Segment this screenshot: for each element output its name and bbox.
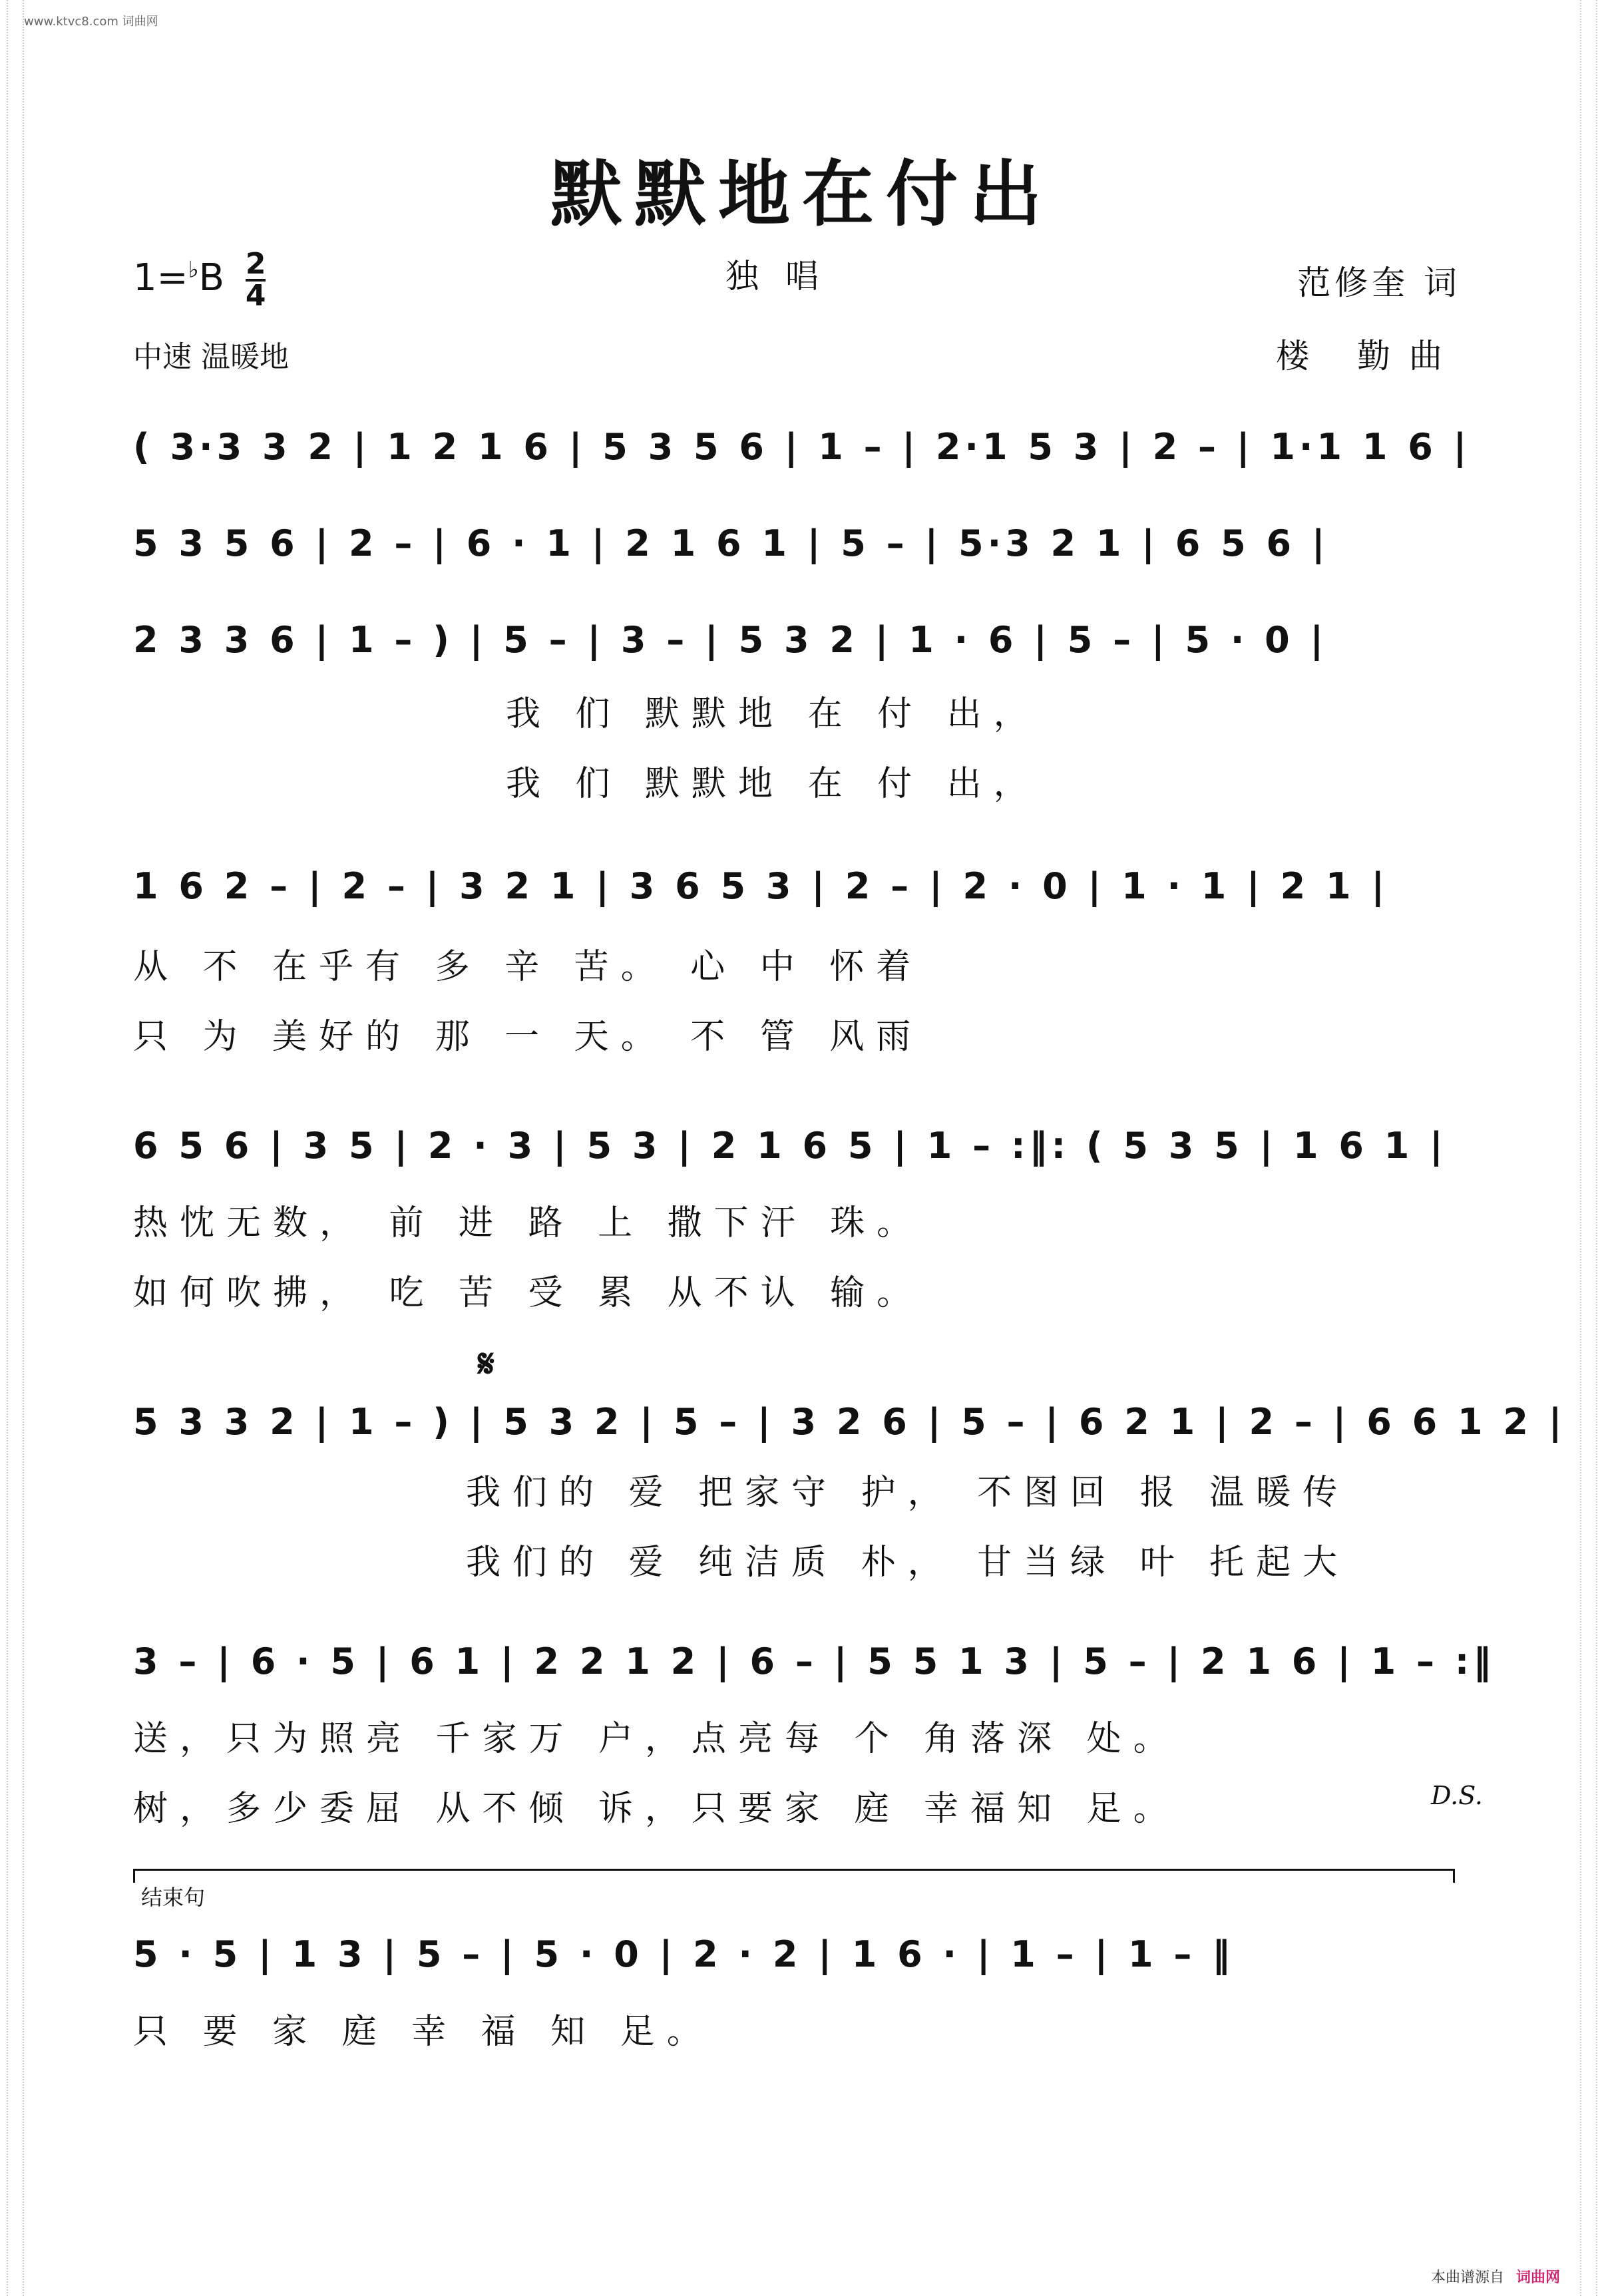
lyric-row-3-verse-1: 我 们 默默地 在 付 出， — [506, 694, 1040, 734]
lyric-row-6-verse-2: 我们的 爱 纯洁质 朴， 甘当绿 叶 托起大 — [466, 1543, 1350, 1583]
lyric-row-5-verse-2: 如何吹拂， 吃 苦 受 累 从不认 输。 — [133, 1273, 924, 1313]
lyric-row-4-verse-1: 从 不 在乎有 多 辛 苦。 心 中 怀着 — [133, 947, 923, 987]
segno-sign: 𝄋 — [478, 1341, 495, 1386]
lyric-row-7-verse-2: 树，多少委屈 从不倾 诉，只要家 庭 幸福知 足。 — [133, 1789, 1180, 1829]
key-letter: B — [198, 256, 225, 300]
lyric-row-3-verse-2: 我 们 默默地 在 付 出， — [506, 764, 1040, 804]
ending-label: 结束句 — [141, 1885, 206, 1910]
lyric-row-ending: 只 要 家 庭 幸 福 知 足。 — [133, 2012, 713, 2052]
genre-label: 独唱 — [725, 257, 845, 295]
notation-row-ending: 5 · 5 | 1 3 | 5 – | 5 · 0 | 2 · 2 | 1 6 · | 1 – | 1 – ‖ — [133, 1933, 1235, 1975]
time-signature — [245, 247, 266, 313]
footer-credit — [1431, 2266, 1560, 2287]
lyric-row-5-verse-1: 热忱无数， 前 进 路 上 撒下汗 珠。 — [133, 1203, 924, 1243]
dal-segno-mark: D.S. — [1431, 1781, 1483, 1810]
time-bottom: 4 — [245, 279, 266, 313]
notation-row-7: 3 – | 6 · 5 | 6 1 | 2 2 1 2 | 6 – | 5 5 1 3 | 5 – | 2 1 6 | 1 – :‖ — [133, 1640, 1496, 1682]
notation-row-2: 5 3 5 6 | 2 – | 6 · 1 | 2 1 6 1 | 5 – | 5·3 2 1 | 6 5 6 | — [133, 522, 1329, 564]
flat-sign: ♭ — [188, 256, 199, 284]
lyricist-credit: 范修奎 词 — [1297, 264, 1461, 302]
key-signature — [133, 247, 266, 313]
notation-row-3: 2 3 3 6 | 1 – ) | 5 – | 3 – | 5 3 2 | 1 · 6 | 5 – | 5 · 0 | — [133, 619, 1328, 661]
footer-brand-link[interactable]: 词曲网 — [1516, 2269, 1561, 2286]
time-top: 2 — [245, 247, 266, 281]
notation-row-5: 6 5 6 | 3 5 | 2 · 3 | 5 3 | 2 1 6 5 | 1 – :‖: ( 5 3 5 | 1 6 1 | — [133, 1125, 1447, 1167]
notation-row-6: 5 3 3 2 | 1 – ) | 5 3 2 | 5 – | 3 2 6 | 5 – | 6 2 1 | 2 – | 6 6 1 2 | — [133, 1401, 1566, 1443]
ending-bracket — [133, 1869, 1455, 1883]
song-title: 默默地在付出 — [550, 152, 1054, 236]
site-url[interactable]: www.ktvc8.com 词曲网 — [24, 15, 158, 29]
lyric-row-7-verse-1: 送，只为照亮 千家万 户，点亮每 个 角落深 处。 — [133, 1719, 1180, 1759]
left-border-strip — [7, 0, 24, 2296]
key-prefix: 1= — [133, 256, 188, 300]
right-border-strip — [1580, 0, 1597, 2296]
lyric-row-4-verse-2: 只 为 美好的 那 一 天。 不 管 风雨 — [133, 1017, 923, 1057]
tempo-marking: 中速 温暖地 — [133, 340, 289, 374]
notation-row-4: 1 6 2 – | 2 – | 3 2 1 | 3 6 5 3 | 2 – | 2 · 0 | 1 · 1 | 2 1 | — [133, 865, 1389, 907]
footer-source: 本曲谱源自 — [1431, 2269, 1505, 2286]
notation-row-1: ( 3·3 3 2 | 1 2 1 6 | 5 3 5 6 | 1 – | 2·1 5 3 | 2 – | 1·1 1 6 | — [133, 426, 1471, 468]
lyric-row-6-verse-1: 我们的 爱 把家守 护， 不图回 报 温暖传 — [466, 1473, 1350, 1513]
composer-credit: 楼 勤曲 — [1276, 337, 1461, 375]
